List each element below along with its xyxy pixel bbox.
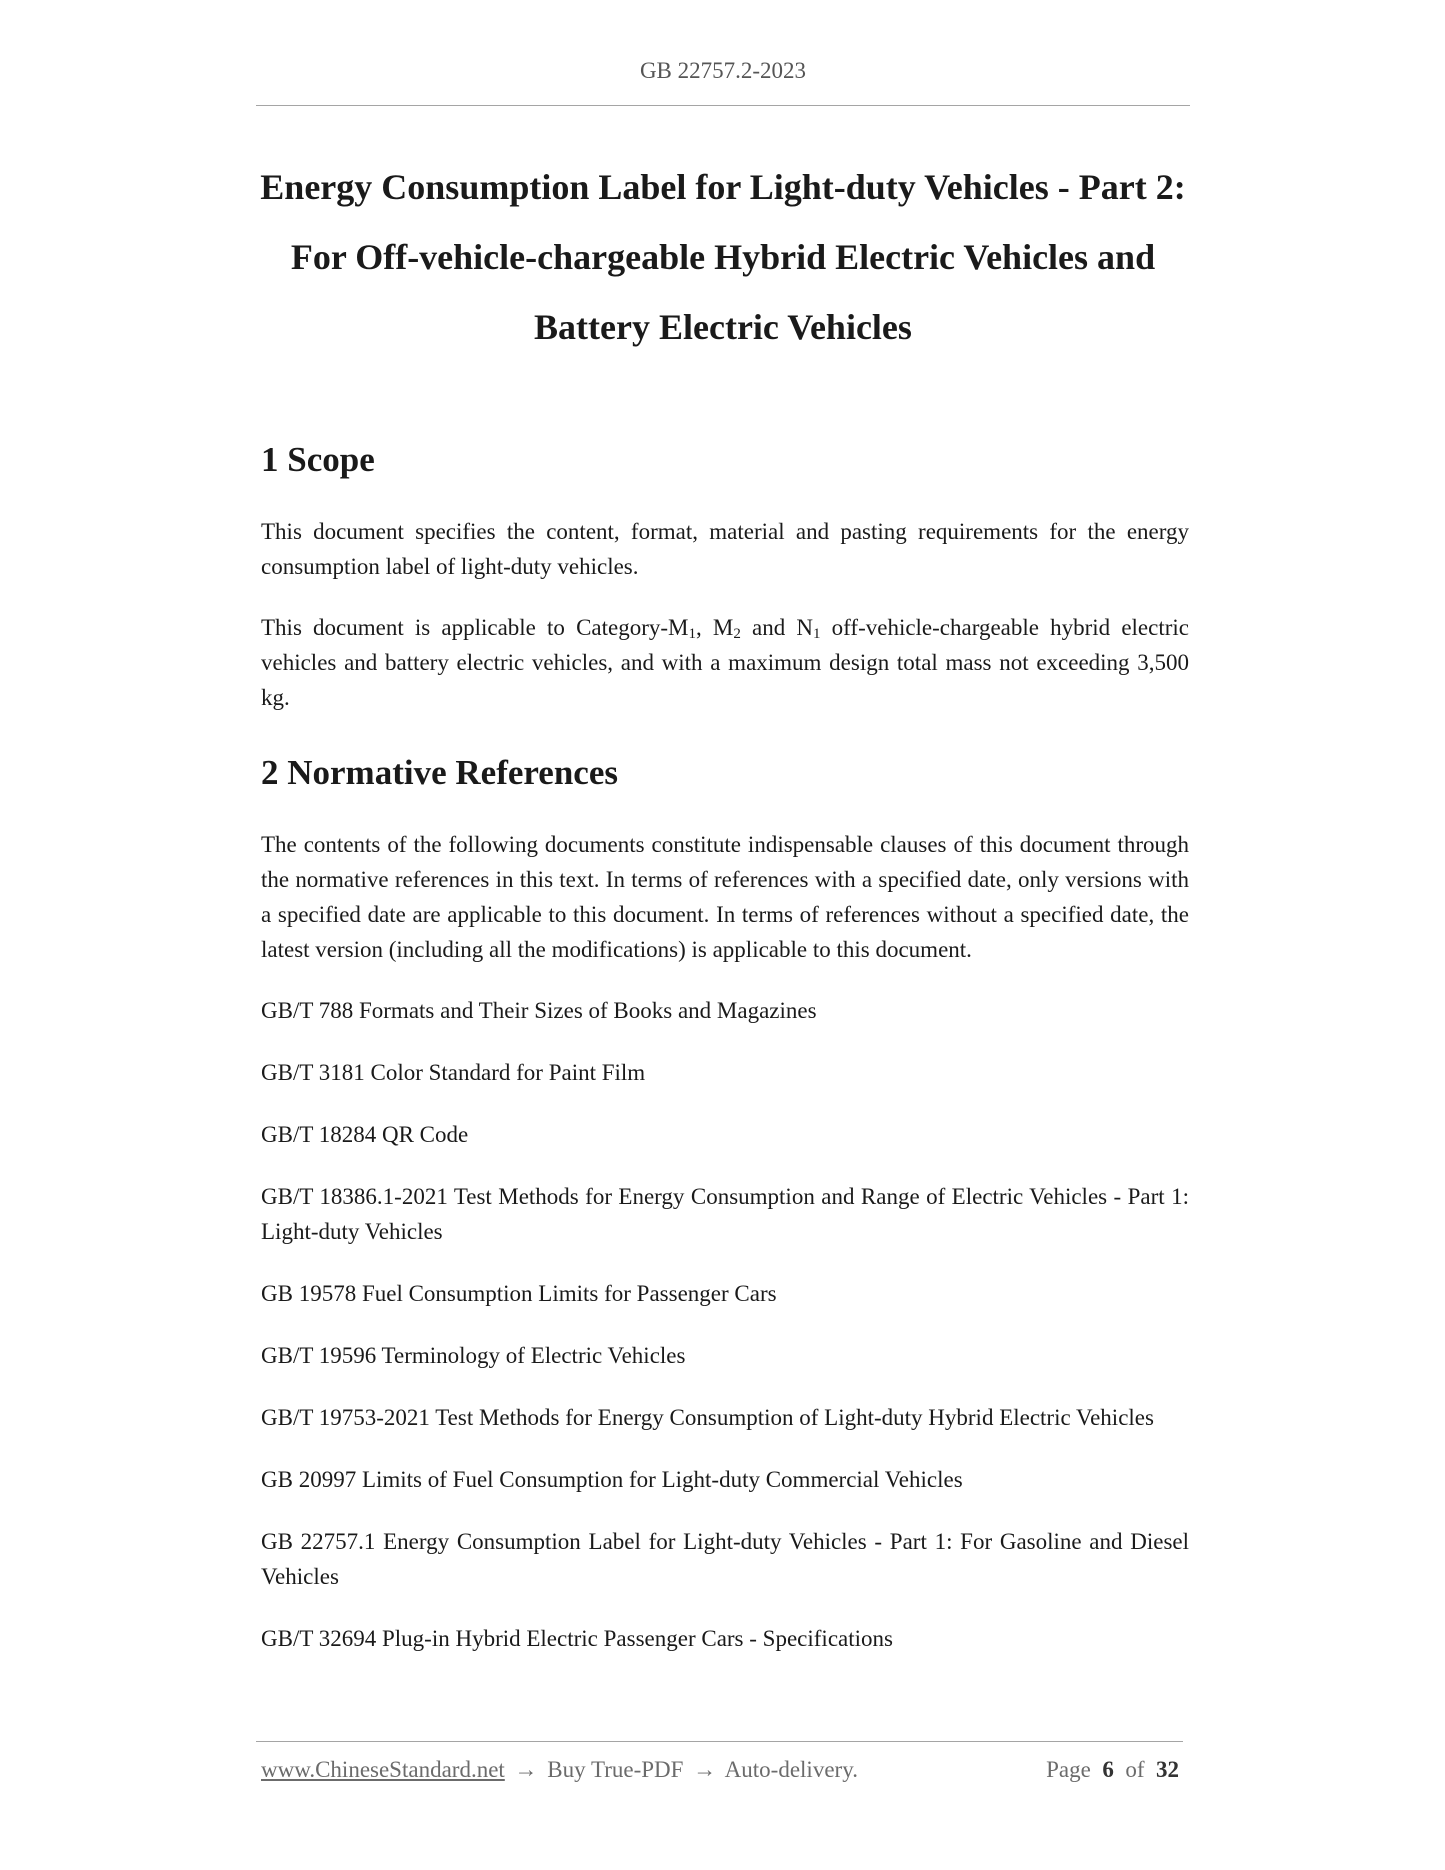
footer-divider (256, 1741, 1183, 1742)
footer-promo (261, 1757, 858, 1783)
scope-text-2: , M (696, 615, 734, 640)
reference-item: GB/T 19753-2021 Test Methods for Energy Consumption of Light-duty Hybrid Electric Vehicles (261, 1405, 1154, 1430)
scope-paragraph-2 (261, 610, 1189, 715)
reference-item: GB/T 19596 Terminology of Electric Vehicles (261, 1343, 686, 1368)
reference-list (261, 993, 1189, 1656)
title-line-3: Battery Electric Vehicles (534, 307, 912, 347)
scope-text-4: off-vehicle-chargeable hybrid electric vehicles and battery electric vehicles, and with a maximum design total mass not exceeding 3,500 kg. (261, 615, 1189, 710)
reference-item: GB 20997 Limits of Fuel Consumption for Light-duty Commercial Vehicles (261, 1467, 963, 1492)
buy-pdf-text: Buy True-PDF (547, 1757, 684, 1782)
page-label: Page (1046, 1757, 1091, 1782)
section-heading-scope: 1 Scope (261, 440, 375, 479)
header-divider (256, 105, 1190, 106)
reference-item: GB 19578 Fuel Consumption Limits for Passenger Cars (261, 1281, 777, 1306)
subscript-n1: 1 (813, 626, 821, 642)
document-title (220, 152, 1226, 362)
page-number (1046, 1757, 1179, 1783)
reference-item: GB/T 3181 Color Standard for Paint Film (261, 1060, 646, 1085)
page-of-label: of (1125, 1757, 1145, 1782)
scope-text-3: and N (740, 615, 814, 640)
reference-item: GB/T 18284 QR Code (261, 1122, 469, 1147)
document-body (261, 430, 1189, 1683)
scope-paragraph-1: This document specifies the content, format, material and pasting requirements for the energy consumption label of light-duty vehicles. (261, 519, 1189, 579)
running-header: GB 22757.2-2023 (639, 58, 807, 83)
arrow-right-icon: → (693, 1757, 717, 1782)
page-total: 32 (1156, 1757, 1179, 1782)
page-current: 6 (1102, 1757, 1114, 1782)
references-intro: The contents of the following documents constitute indispensable clauses of this document through the normative references in this text. In terms of references with a specified date, only versions with a specified date are applicable to this document. In terms of references without a specified date, the latest version (including all the modifications) is applicable to this document. (261, 832, 1189, 962)
reference-item: GB 22757.1 Energy Consumption Label for Light-duty Vehicles - Part 1: For Gasoline and Diesel Vehicles (261, 1529, 1189, 1589)
reference-item: GB/T 32694 Plug-in Hybrid Electric Passenger Cars - Specifications (261, 1626, 893, 1651)
subscript-m1: 1 (688, 626, 697, 642)
section-heading-normative-references: 2 Normative References (261, 753, 618, 792)
subscript-m2: 2 (733, 626, 741, 642)
reference-item: GB/T 788 Formats and Their Sizes of Books and Magazines (261, 998, 817, 1023)
arrow-right-icon: → (514, 1757, 538, 1782)
scope-text-1: This document is applicable to Category-M (261, 615, 689, 640)
site-link[interactable]: www.ChineseStandard.net (261, 1757, 505, 1782)
title-line-2: For Off-vehicle-chargeable Hybrid Electric Vehicles and (290, 237, 1156, 277)
auto-delivery-text: Auto-delivery. (724, 1757, 858, 1782)
reference-item: GB/T 18386.1-2021 Test Methods for Energy Consumption and Range of Electric Vehicles - Part 1: Light-duty Vehicles (261, 1184, 1189, 1244)
title-line-1: Energy Consumption Label for Light-duty Vehicles - Part 2: (260, 167, 1186, 207)
